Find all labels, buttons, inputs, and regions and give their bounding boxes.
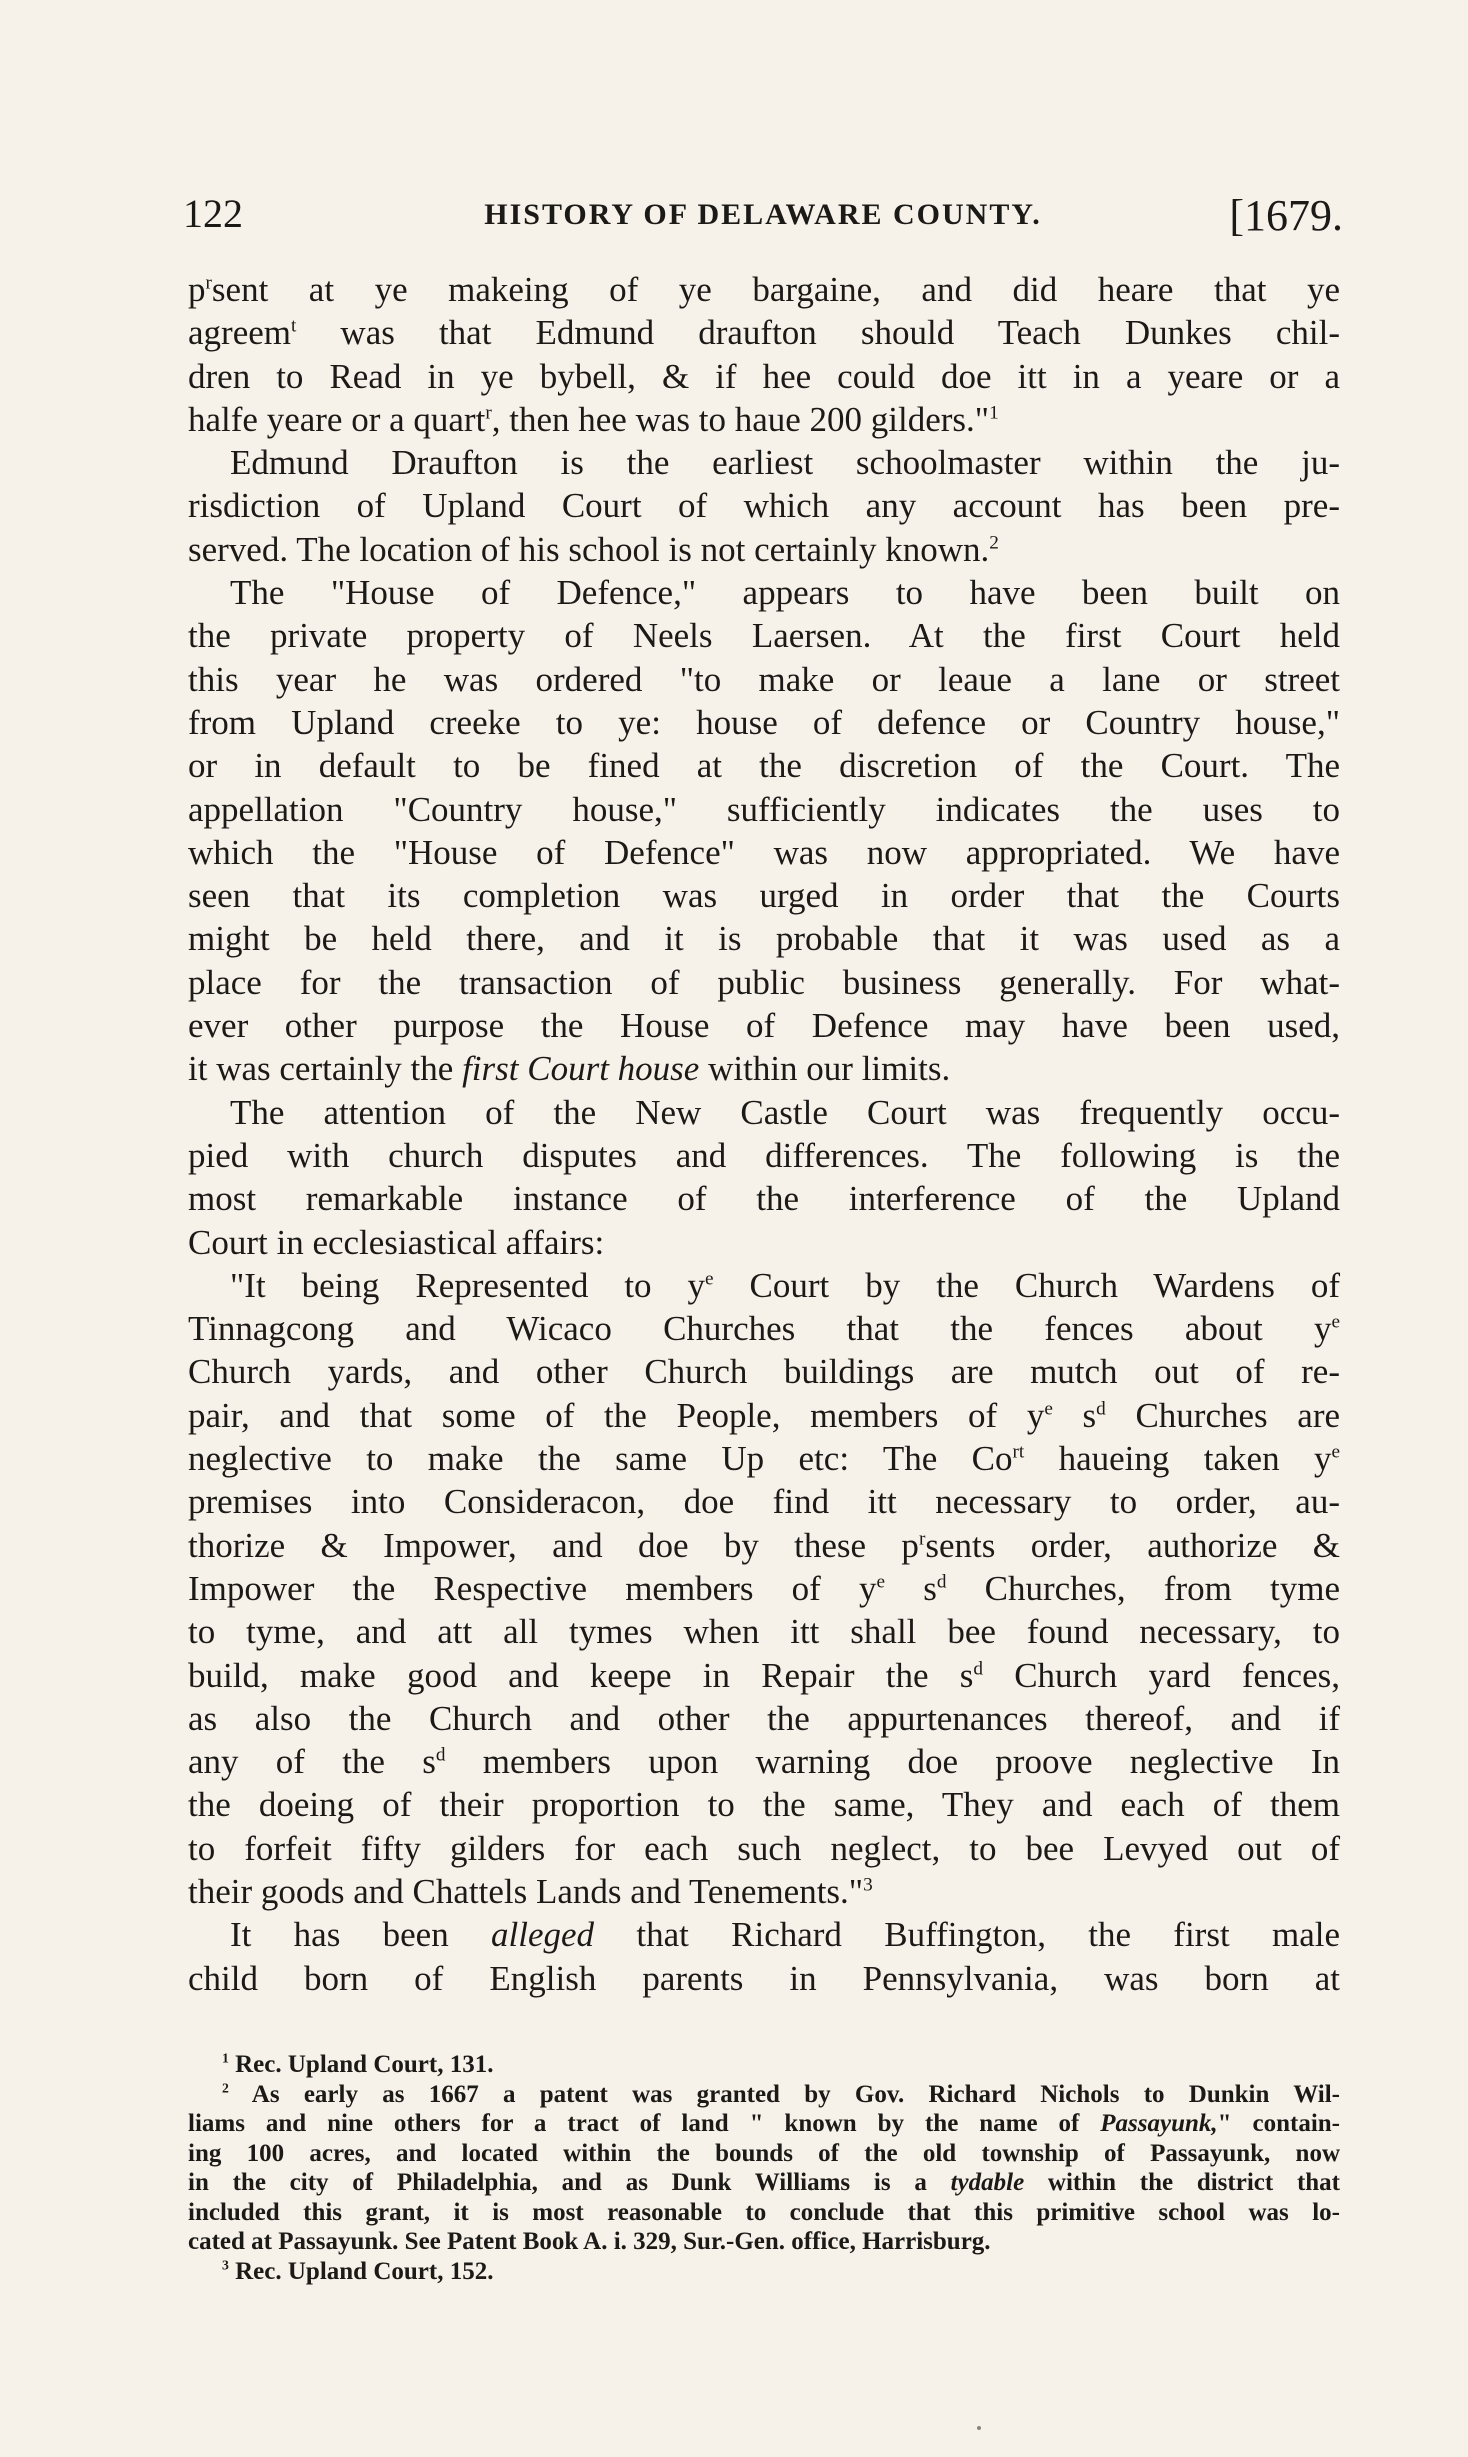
text-line: this year he was ordered "to make or leaue a lane or street [188, 659, 1340, 699]
running-title: HISTORY OF DELAWARE COUNTY. [484, 198, 1042, 231]
footnote-line: cated at Passayunk. See Patent Book A. i. 329, Sur.-Gen. office, Harrisburg. [188, 2228, 991, 2255]
text-line: it was certainly the first Court house within our limits. [188, 1049, 951, 1089]
body-text [188, 268, 1340, 2000]
text-line: agreem$^t$ was that Edmund draufton should Teach Dunkes chil- [188, 313, 1340, 353]
text-line: risdiction of Upland Court of which any account has been pre- [188, 486, 1340, 526]
text-line: as also the Church and other the appurtenances thereof, and if [188, 1698, 1340, 1738]
text-line: pair, and that some of the People, members of $y^e$ $s^d$ Churches are [188, 1395, 1341, 1435]
text-line: served. The location of his school is not certainly known.$^2$ [188, 529, 999, 569]
text-line: Impower the Respective members of $y^e$ $s^d$ Churches, from tyme [188, 1568, 1340, 1608]
text-line: $p^rsent$ at ye makeing of ye bargaine, and did heare that ye [188, 270, 1340, 309]
text-line: pied with church disputes and differences. The following is the [188, 1135, 1340, 1175]
text-line: any of the $s^d$ members upon warning doe proove neglective In [188, 1742, 1340, 1782]
text-line: their goods and Chattels Lands and Tenements."$^3$ [188, 1871, 873, 1911]
running-header [183, 190, 1343, 250]
text-line: the private property of Neels Laersen. At the first Court held [188, 616, 1340, 656]
text-line: child born of English parents in Pennsylvania, was born at [188, 1958, 1340, 1998]
text-line: place for the transaction of public business generally. For what- [188, 962, 1340, 1002]
text-line: build, make good and keepe in Repair the $s^d$ Church yard fences, [188, 1655, 1341, 1695]
text-line: "It being Represented to $y^e$ Court by the Church Wardens of [230, 1265, 1340, 1305]
footnote-line: $^2$ As early as 1667 a patent was granted by Gov. Richard Nichols to Dunkin Wil- [222, 2080, 1340, 2108]
text-line: ever other purpose the House of Defence may have been used, [188, 1006, 1340, 1046]
year-marker: [1679. [1229, 191, 1343, 240]
text-line: Edmund Draufton is the earliest schoolmaster within the ju- [230, 443, 1340, 483]
text-line: The "House of Defence," appears to have been built on [230, 573, 1340, 613]
text-line: Court in ecclesiastical affairs: [188, 1222, 605, 1262]
footnote-line: $^1$ Rec. Upland Court, 131. [222, 2050, 494, 2078]
text-line: most remarkable instance of the interference of the Upland [188, 1179, 1340, 1219]
footnote-line: included this grant, it is most reasonable to conclude that this primitive school was lo- [188, 2198, 1340, 2226]
text-line: which the "House of Defence" was now appropriated. We have [188, 832, 1340, 872]
page-speck [977, 2426, 981, 2430]
text-line: appellation "Country house," sufficiently indicates the uses to [188, 789, 1340, 829]
footnote-line: ing 100 acres, and located within the bounds of the old township of Passayunk, now [188, 2139, 1340, 2167]
footnotes [188, 2050, 1340, 2286]
text-line: neglective to make the same Up etc: The $Co^{rt}$ haueing taken $y^e$ [188, 1439, 1341, 1479]
text-line: or in default to be fined at the discretion of the Court. The [188, 746, 1340, 786]
text-line: dren to Read in ye bybell, & if hee could doe itt in a yeare or a [188, 356, 1340, 396]
text-line: premises into Consideracon, doe find itt necessary to order, au- [188, 1482, 1340, 1522]
text-line: thorize & Impower, and doe by these $p^rsents$ order, authorize & [188, 1525, 1340, 1565]
text-line: It has been alleged that Richard Buffington, the first male [230, 1915, 1341, 1955]
text-line: Church yards, and other Church buildings are mutch out of re- [188, 1352, 1340, 1392]
footnote-line: in the city of Philadelphia, and as Dunk Williams is a tydable within the district that [188, 2169, 1341, 2196]
text-line: seen that its completion was urged in order that the Courts [188, 876, 1340, 916]
footnote-line: $^3$ Rec. Upland Court, 152. [222, 2257, 494, 2285]
text-line: from Upland creeke to ye: house of defence or Country house," [188, 702, 1340, 742]
text-line: to forfeit fifty gilders for each such neglect, to bee Levyed out of [188, 1828, 1340, 1868]
page-number: 122 [183, 191, 243, 236]
footnote-line: liams and nine others for a tract of land " known by the name of Passayunk," contain- [188, 2110, 1340, 2137]
text-line: the doeing of their proportion to the same, They and each of them [188, 1785, 1340, 1825]
text-line: The attention of the New Castle Court was frequently occu- [230, 1092, 1340, 1132]
text-line: Tinnagcong and Wicaco Churches that the fences about $y^e$ [188, 1309, 1340, 1349]
text-line: halfe yeare or a quart$^r$, then hee was to haue 200 gilders."$^1$ [188, 399, 999, 439]
text-line: to tyme, and att all tymes when itt shall bee found necessary, to [188, 1612, 1340, 1652]
text-line: might be held there, and it is probable that it was used as a [188, 919, 1340, 959]
